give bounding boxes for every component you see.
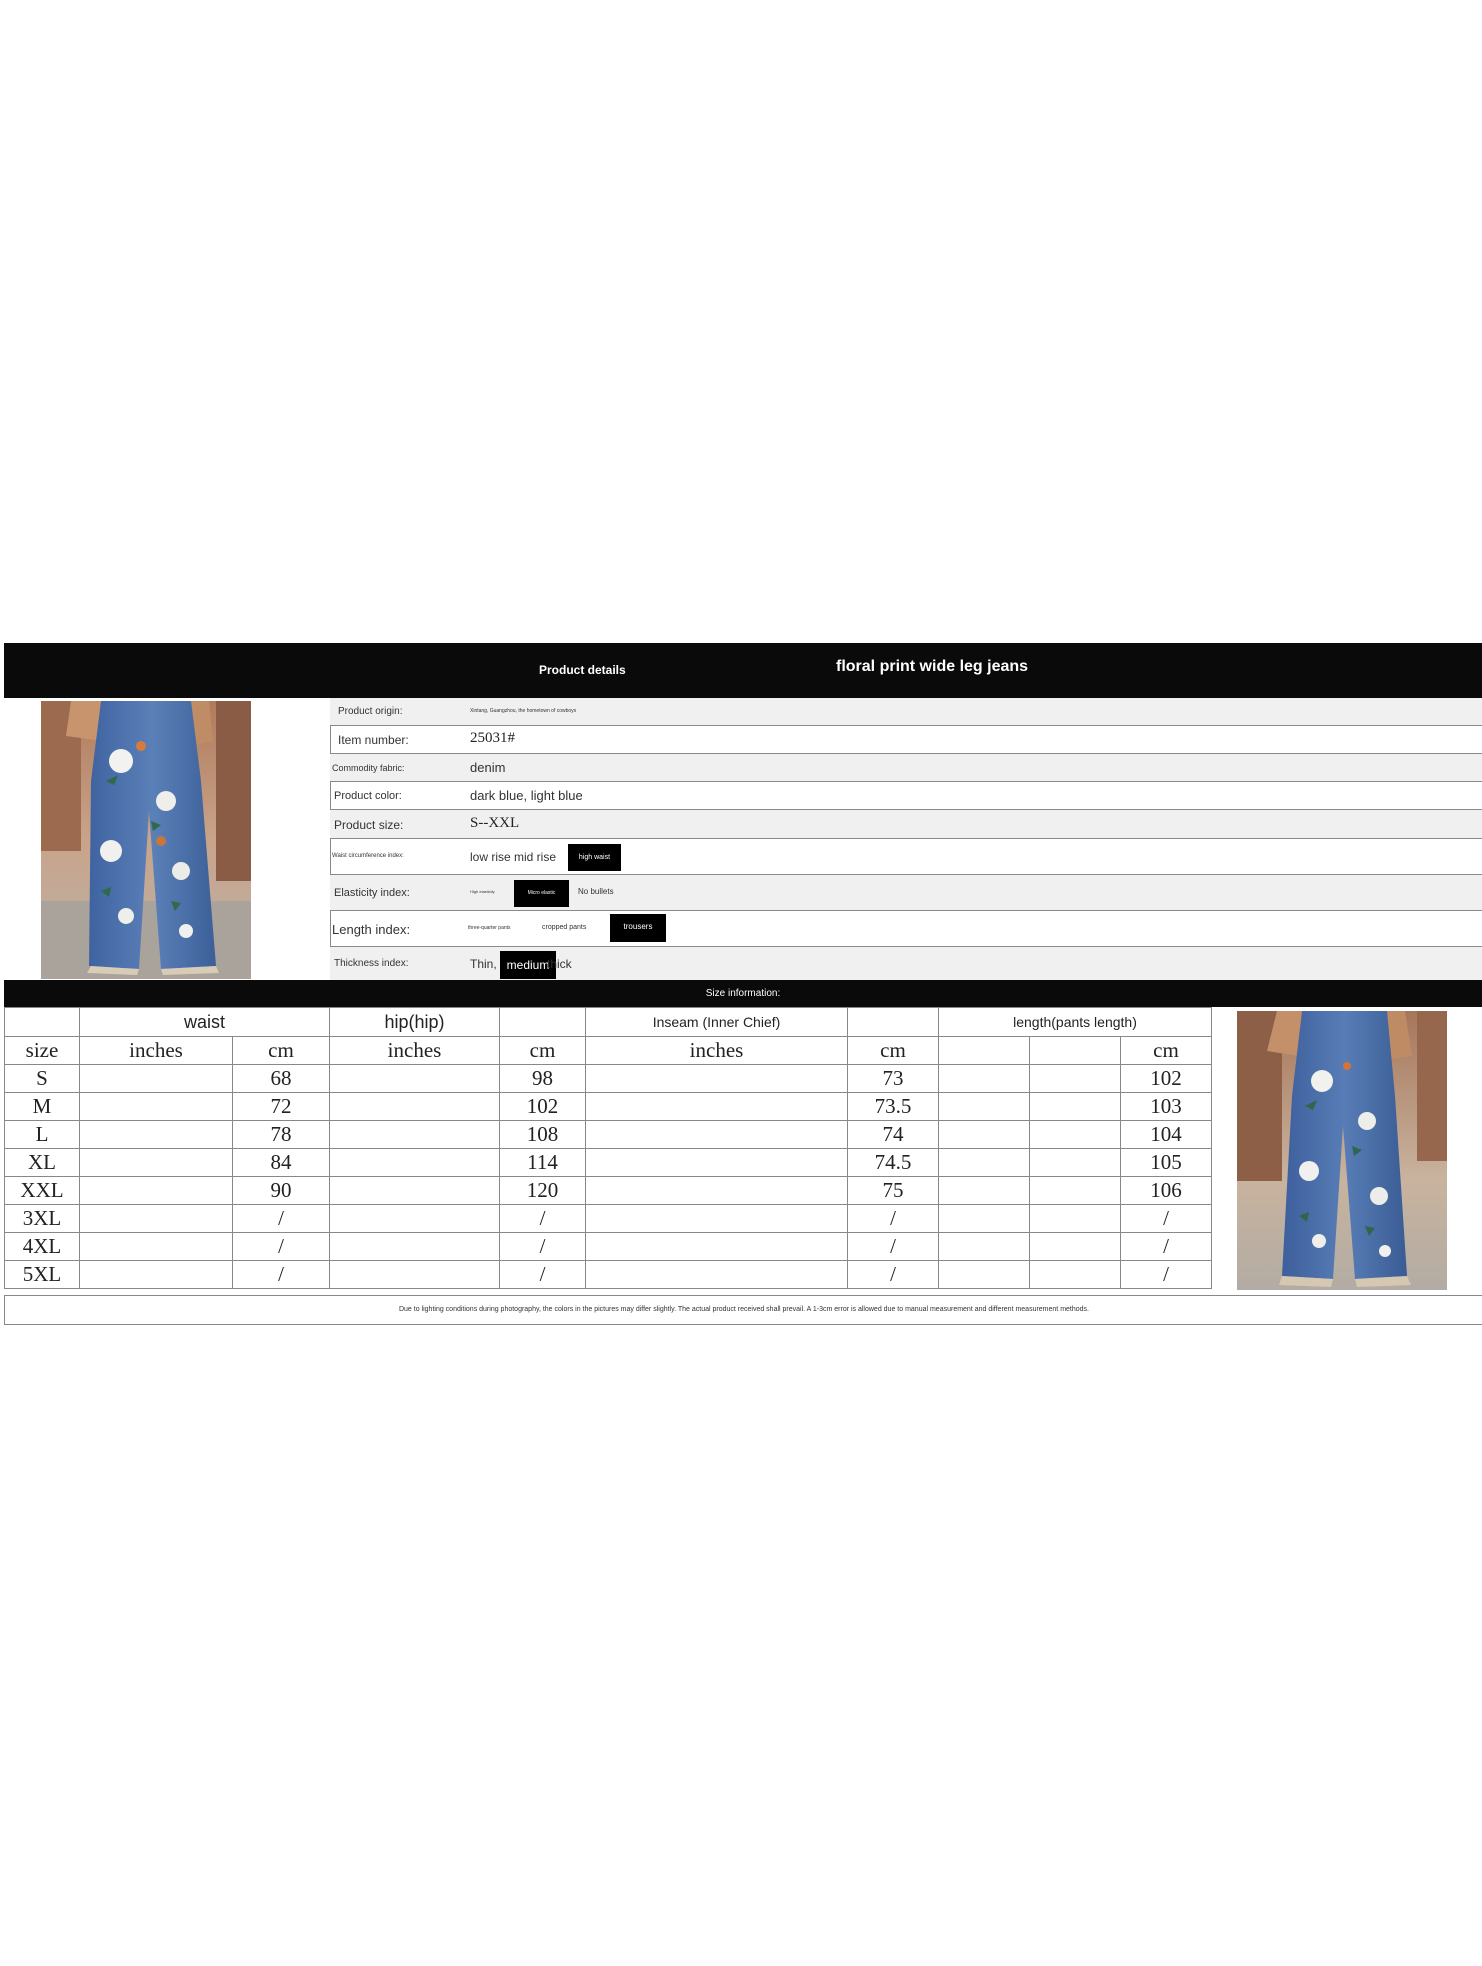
- row-product-color: [330, 782, 1482, 810]
- size-cell: 3XL: [5, 1205, 80, 1233]
- waist-inches-cell: [80, 1149, 233, 1177]
- length-cm-cell: 102: [1121, 1065, 1212, 1093]
- waist-cm-cell: /: [233, 1233, 330, 1261]
- length-blank-cell-2: [1030, 1177, 1121, 1205]
- waist-cm-cell: /: [233, 1205, 330, 1233]
- waist-cm-cell: 68: [233, 1065, 330, 1093]
- inseam-cm-cell: /: [848, 1261, 939, 1289]
- col-waist-cm: cm: [233, 1037, 330, 1065]
- inseam-cm-cell: 75: [848, 1177, 939, 1205]
- row-waist-index: [330, 839, 1482, 875]
- group-spacer-2: [848, 1008, 939, 1037]
- origin-value: Xintang, Guangzhou, the hometown of cowboys: [470, 708, 577, 714]
- size-row-m: [5, 1093, 1212, 1121]
- size-row-3xl: [5, 1205, 1212, 1233]
- elasticity-label: Elasticity index:: [334, 887, 410, 899]
- inseam-inches-cell: [586, 1065, 848, 1093]
- size-cell: XXL: [5, 1177, 80, 1205]
- inseam-inches-cell: [586, 1205, 848, 1233]
- waist-inches-cell: [80, 1261, 233, 1289]
- elasticity-opt3: No bullets: [578, 887, 614, 896]
- elasticity-highlight: Micro elastic: [514, 880, 569, 907]
- size-unit-header-row: [5, 1037, 1212, 1065]
- length-blank-cell-1: [939, 1177, 1030, 1205]
- group-waist: waist: [80, 1008, 330, 1037]
- length-blank-cell-1: [939, 1093, 1030, 1121]
- row-fabric: [330, 754, 1482, 782]
- group-hip: hip(hip): [330, 1008, 500, 1037]
- row-thickness-index: [330, 947, 1482, 980]
- length-blank-cell-1: [939, 1121, 1030, 1149]
- size-row-l: [5, 1121, 1212, 1149]
- length-cm-cell: 105: [1121, 1149, 1212, 1177]
- elasticity-opt1: High elasticity: [470, 889, 495, 894]
- col-length-cm: cm: [1121, 1037, 1212, 1065]
- length-cm-cell: /: [1121, 1205, 1212, 1233]
- product-photo-main: [41, 701, 251, 979]
- length-highlight: trousers: [610, 914, 666, 942]
- waist-cm-cell: 84: [233, 1149, 330, 1177]
- hip-cm-cell: 98: [500, 1065, 586, 1093]
- color-value: dark blue, light blue: [470, 788, 583, 803]
- inseam-cm-cell: 73.5: [848, 1093, 939, 1121]
- size-cell: XL: [5, 1149, 80, 1177]
- size-row-s: [5, 1065, 1212, 1093]
- waist-inches-cell: [80, 1093, 233, 1121]
- group-spacer-1: [500, 1008, 586, 1037]
- waist-inches-cell: [80, 1205, 233, 1233]
- waist-cm-cell: 78: [233, 1121, 330, 1149]
- origin-label: Product origin:: [338, 706, 403, 717]
- length-opt1: three-quarter pants: [468, 925, 511, 931]
- waist-highlight: high waist: [568, 844, 621, 871]
- size-info-bar: Size information:: [4, 980, 1482, 1007]
- length-blank-cell-1: [939, 1261, 1030, 1289]
- length-opt2: cropped pants: [542, 924, 587, 931]
- size-cell: L: [5, 1121, 80, 1149]
- item-value: 25031#: [470, 730, 515, 746]
- size-cell: M: [5, 1093, 80, 1121]
- col-size-header: size: [5, 1037, 80, 1065]
- row-item-number: [330, 726, 1482, 754]
- inseam-inches-cell: [586, 1093, 848, 1121]
- length-cm-cell: 104: [1121, 1121, 1212, 1149]
- length-blank-cell-2: [1030, 1093, 1121, 1121]
- inseam-cm-cell: 74: [848, 1121, 939, 1149]
- hip-inches-cell: [330, 1205, 500, 1233]
- waist-cm-cell: 72: [233, 1093, 330, 1121]
- inseam-inches-cell: [586, 1121, 848, 1149]
- col-length-blank-2: [1030, 1037, 1121, 1065]
- fabric-label: Commodity fabric:: [332, 763, 405, 773]
- inseam-inches-cell: [586, 1149, 848, 1177]
- inseam-inches-cell: [586, 1261, 848, 1289]
- length-cm-cell: /: [1121, 1261, 1212, 1289]
- length-blank-cell-1: [939, 1205, 1030, 1233]
- hip-inches-cell: [330, 1121, 500, 1149]
- length-label: Length index:: [332, 922, 411, 937]
- hip-cm-cell: 120: [500, 1177, 586, 1205]
- size-value: S--XXL: [470, 815, 520, 831]
- size-row-4xl: [5, 1233, 1212, 1261]
- size-label: Product size:: [334, 818, 404, 832]
- length-blank-cell-2: [1030, 1149, 1121, 1177]
- hip-cm-cell: 114: [500, 1149, 586, 1177]
- hip-cm-cell: /: [500, 1261, 586, 1289]
- size-cell: S: [5, 1065, 80, 1093]
- hip-inches-cell: [330, 1177, 500, 1205]
- product-detail-sheet: [4, 643, 1482, 1323]
- hip-cm-cell: /: [500, 1233, 586, 1261]
- col-hip-cm: cm: [500, 1037, 586, 1065]
- inseam-inches-cell: [586, 1233, 848, 1261]
- length-blank-cell-1: [939, 1233, 1030, 1261]
- length-cm-cell: 103: [1121, 1093, 1212, 1121]
- col-hip-inches: inches: [330, 1037, 500, 1065]
- thickness-highlight: medium: [500, 951, 556, 979]
- header-left-title: Product details: [539, 663, 626, 677]
- thickness-before: Thin,: [470, 957, 497, 971]
- size-row-xxl: [5, 1177, 1212, 1205]
- waist-value: low rise mid rise: [470, 850, 557, 864]
- length-cm-cell: 106: [1121, 1177, 1212, 1205]
- waist-inches-cell: [80, 1065, 233, 1093]
- inseam-cm-cell: /: [848, 1205, 939, 1233]
- size-row-xl: [5, 1149, 1212, 1177]
- hip-inches-cell: [330, 1261, 500, 1289]
- length-blank-cell-2: [1030, 1261, 1121, 1289]
- col-inseam-cm: cm: [848, 1037, 939, 1065]
- header-bar: [4, 643, 1482, 698]
- waist-inches-cell: [80, 1121, 233, 1149]
- inseam-cm-cell: 73: [848, 1065, 939, 1093]
- header-right-title: floral print wide leg jeans: [836, 658, 1029, 675]
- size-table: [4, 1007, 1212, 1289]
- corner-cell: [5, 1008, 80, 1037]
- length-blank-cell-2: [1030, 1205, 1121, 1233]
- product-photo-secondary: [1237, 1011, 1447, 1290]
- group-length: length(pants length): [939, 1008, 1212, 1037]
- size-row-5xl: [5, 1261, 1212, 1289]
- waist-cm-cell: 90: [233, 1177, 330, 1205]
- size-group-header-row: [5, 1008, 1212, 1037]
- waist-label: Waist circumference index:: [332, 853, 404, 859]
- length-blank-cell-2: [1030, 1121, 1121, 1149]
- row-elasticity-index: [330, 875, 1482, 911]
- thickness-label: Thickness index:: [334, 958, 409, 969]
- length-blank-cell-1: [939, 1149, 1030, 1177]
- inseam-inches-cell: [586, 1177, 848, 1205]
- color-label: Product color:: [334, 790, 402, 802]
- hip-cm-cell: /: [500, 1205, 586, 1233]
- fabric-value: denim: [470, 760, 506, 775]
- row-product-size: [330, 810, 1482, 839]
- col-length-blank-1: [939, 1037, 1030, 1065]
- size-cell: 4XL: [5, 1233, 80, 1261]
- footer-note: Due to lighting conditions during photography, the colors in the pictures may differ slightly. The actual product received shall prevail. A 1-3cm error is allowed due to manual measurement and different measurement methods.: [4, 1295, 1482, 1325]
- inseam-cm-cell: /: [848, 1233, 939, 1261]
- group-inseam: Inseam (Inner Chief): [586, 1008, 848, 1037]
- hip-inches-cell: [330, 1233, 500, 1261]
- hip-inches-cell: [330, 1149, 500, 1177]
- hip-cm-cell: 102: [500, 1093, 586, 1121]
- waist-inches-cell: [80, 1177, 233, 1205]
- length-blank-cell-1: [939, 1065, 1030, 1093]
- row-length-index: [330, 911, 1482, 947]
- length-blank-cell-2: [1030, 1233, 1121, 1261]
- item-label: Item number:: [338, 733, 409, 747]
- col-inseam-inches: inches: [586, 1037, 848, 1065]
- hip-cm-cell: 108: [500, 1121, 586, 1149]
- row-product-origin: [330, 698, 1482, 726]
- hip-inches-cell: [330, 1065, 500, 1093]
- thickness-after: thick: [547, 957, 572, 971]
- length-cm-cell: /: [1121, 1233, 1212, 1261]
- waist-cm-cell: /: [233, 1261, 330, 1289]
- col-waist-inches: inches: [80, 1037, 233, 1065]
- waist-inches-cell: [80, 1233, 233, 1261]
- size-cell: 5XL: [5, 1261, 80, 1289]
- length-blank-cell-2: [1030, 1065, 1121, 1093]
- inseam-cm-cell: 74.5: [848, 1149, 939, 1177]
- hip-inches-cell: [330, 1093, 500, 1121]
